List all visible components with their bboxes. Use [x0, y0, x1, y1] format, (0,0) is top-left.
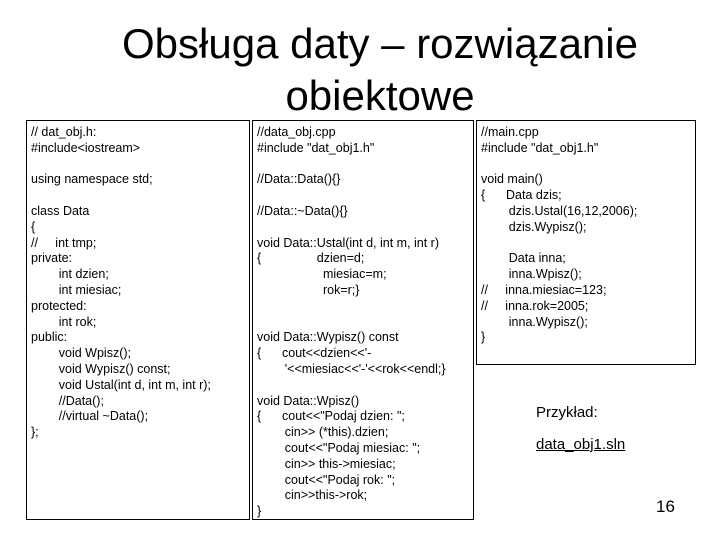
- code-line: [257, 188, 469, 204]
- code-line: int miesiac;: [31, 282, 122, 297]
- code-line: dzis.Ustal(16,12,2006);: [481, 203, 638, 218]
- code-line: { Data dzis;: [481, 188, 562, 203]
- code-line: // int tmp;: [31, 235, 97, 250]
- code-line: #include "dat_obj1.h": [257, 140, 375, 155]
- code-line: public:: [31, 330, 68, 345]
- code-line: inna.Wpisz();: [481, 267, 582, 282]
- code-line: [31, 188, 245, 204]
- code-line: }: [257, 504, 262, 519]
- code-line: using namespace std;: [31, 172, 153, 187]
- slide-title-line-1: Obsługa daty – rozwiązanie: [122, 20, 638, 67]
- code-box-implementation-file: [252, 120, 474, 520]
- code-line: { cout<<"Podaj dzien: ";: [257, 409, 405, 424]
- code-line: rok=r;}: [257, 282, 360, 297]
- code-line: [257, 378, 469, 394]
- code-line: inna.Wypisz();: [481, 314, 588, 329]
- page-number: 16: [656, 497, 675, 516]
- code-line: cin>> this->miesiac;: [257, 456, 396, 471]
- code-line: cout<<"Podaj miesiac: ";: [257, 440, 421, 455]
- code-line: [257, 299, 469, 315]
- code-line: //virtual ~Data();: [31, 409, 149, 424]
- code-line: [481, 236, 691, 252]
- slide-title: [70, 18, 690, 122]
- code-line: [257, 157, 469, 173]
- code-line: cin>>this->rok;: [257, 488, 368, 503]
- code-line: private:: [31, 251, 72, 266]
- code-line: '<<miesiac<<'-'<<rok<<endl;}: [257, 361, 446, 376]
- code-line: void Data::Ustal(int d, int m, int r): [257, 235, 440, 250]
- code-line: dzis.Wypisz();: [481, 219, 587, 234]
- code-line: void Data::Wpisz(): [257, 393, 360, 408]
- code-line: { dzien=d;: [257, 251, 365, 266]
- code-line: #include<iostream>: [31, 140, 141, 155]
- code-line: int rok;: [31, 314, 97, 329]
- example-solution-link[interactable]: data_obj1.sln: [536, 436, 626, 453]
- code-line: //Data::Data(){}: [257, 172, 341, 187]
- code-line: #include "dat_obj1.h": [481, 140, 599, 155]
- code-line: // inna.rok=2005;: [481, 298, 589, 313]
- code-line: void main(): [481, 172, 543, 187]
- code-line: void Data::Wypisz() const: [257, 330, 399, 345]
- code-box-main-file: [476, 120, 696, 365]
- slide-title-line-2: obiektowe: [285, 72, 475, 119]
- code-line: [31, 157, 245, 173]
- code-line: // inna.miesiac=123;: [481, 282, 607, 297]
- code-line: protected:: [31, 298, 87, 313]
- example-note: [536, 403, 625, 455]
- code-line: Data inna;: [481, 251, 566, 266]
- code-line: miesiac=m;: [257, 267, 387, 282]
- code-line: //data_obj.cpp: [257, 125, 336, 139]
- code-line: void Wpisz();: [31, 346, 132, 361]
- code-line: //Data::~Data(){}: [257, 203, 348, 218]
- code-line: {: [31, 219, 36, 234]
- code-line: void Wypisz() const;: [31, 361, 171, 376]
- code-line: [257, 220, 469, 236]
- code-line: int dzien;: [31, 267, 109, 282]
- code-line: // dat_obj.h:: [31, 125, 97, 139]
- code-line: //main.cpp: [481, 125, 539, 139]
- code-line: }: [481, 330, 486, 345]
- code-line: };: [31, 425, 39, 440]
- example-label: Przykład:: [536, 404, 598, 421]
- code-line: //Data();: [31, 393, 104, 408]
- code-line: [481, 157, 691, 173]
- code-line: void Ustal(int d, int m, int r);: [31, 377, 211, 392]
- code-line: [257, 315, 469, 331]
- code-line: { cout<<dzien<<'-: [257, 346, 372, 361]
- code-line: cin>> (*this).dzien;: [257, 425, 389, 440]
- code-box-header-file: [26, 120, 250, 520]
- code-line: cout<<"Podaj rok: ";: [257, 472, 396, 487]
- code-line: class Data: [31, 203, 90, 218]
